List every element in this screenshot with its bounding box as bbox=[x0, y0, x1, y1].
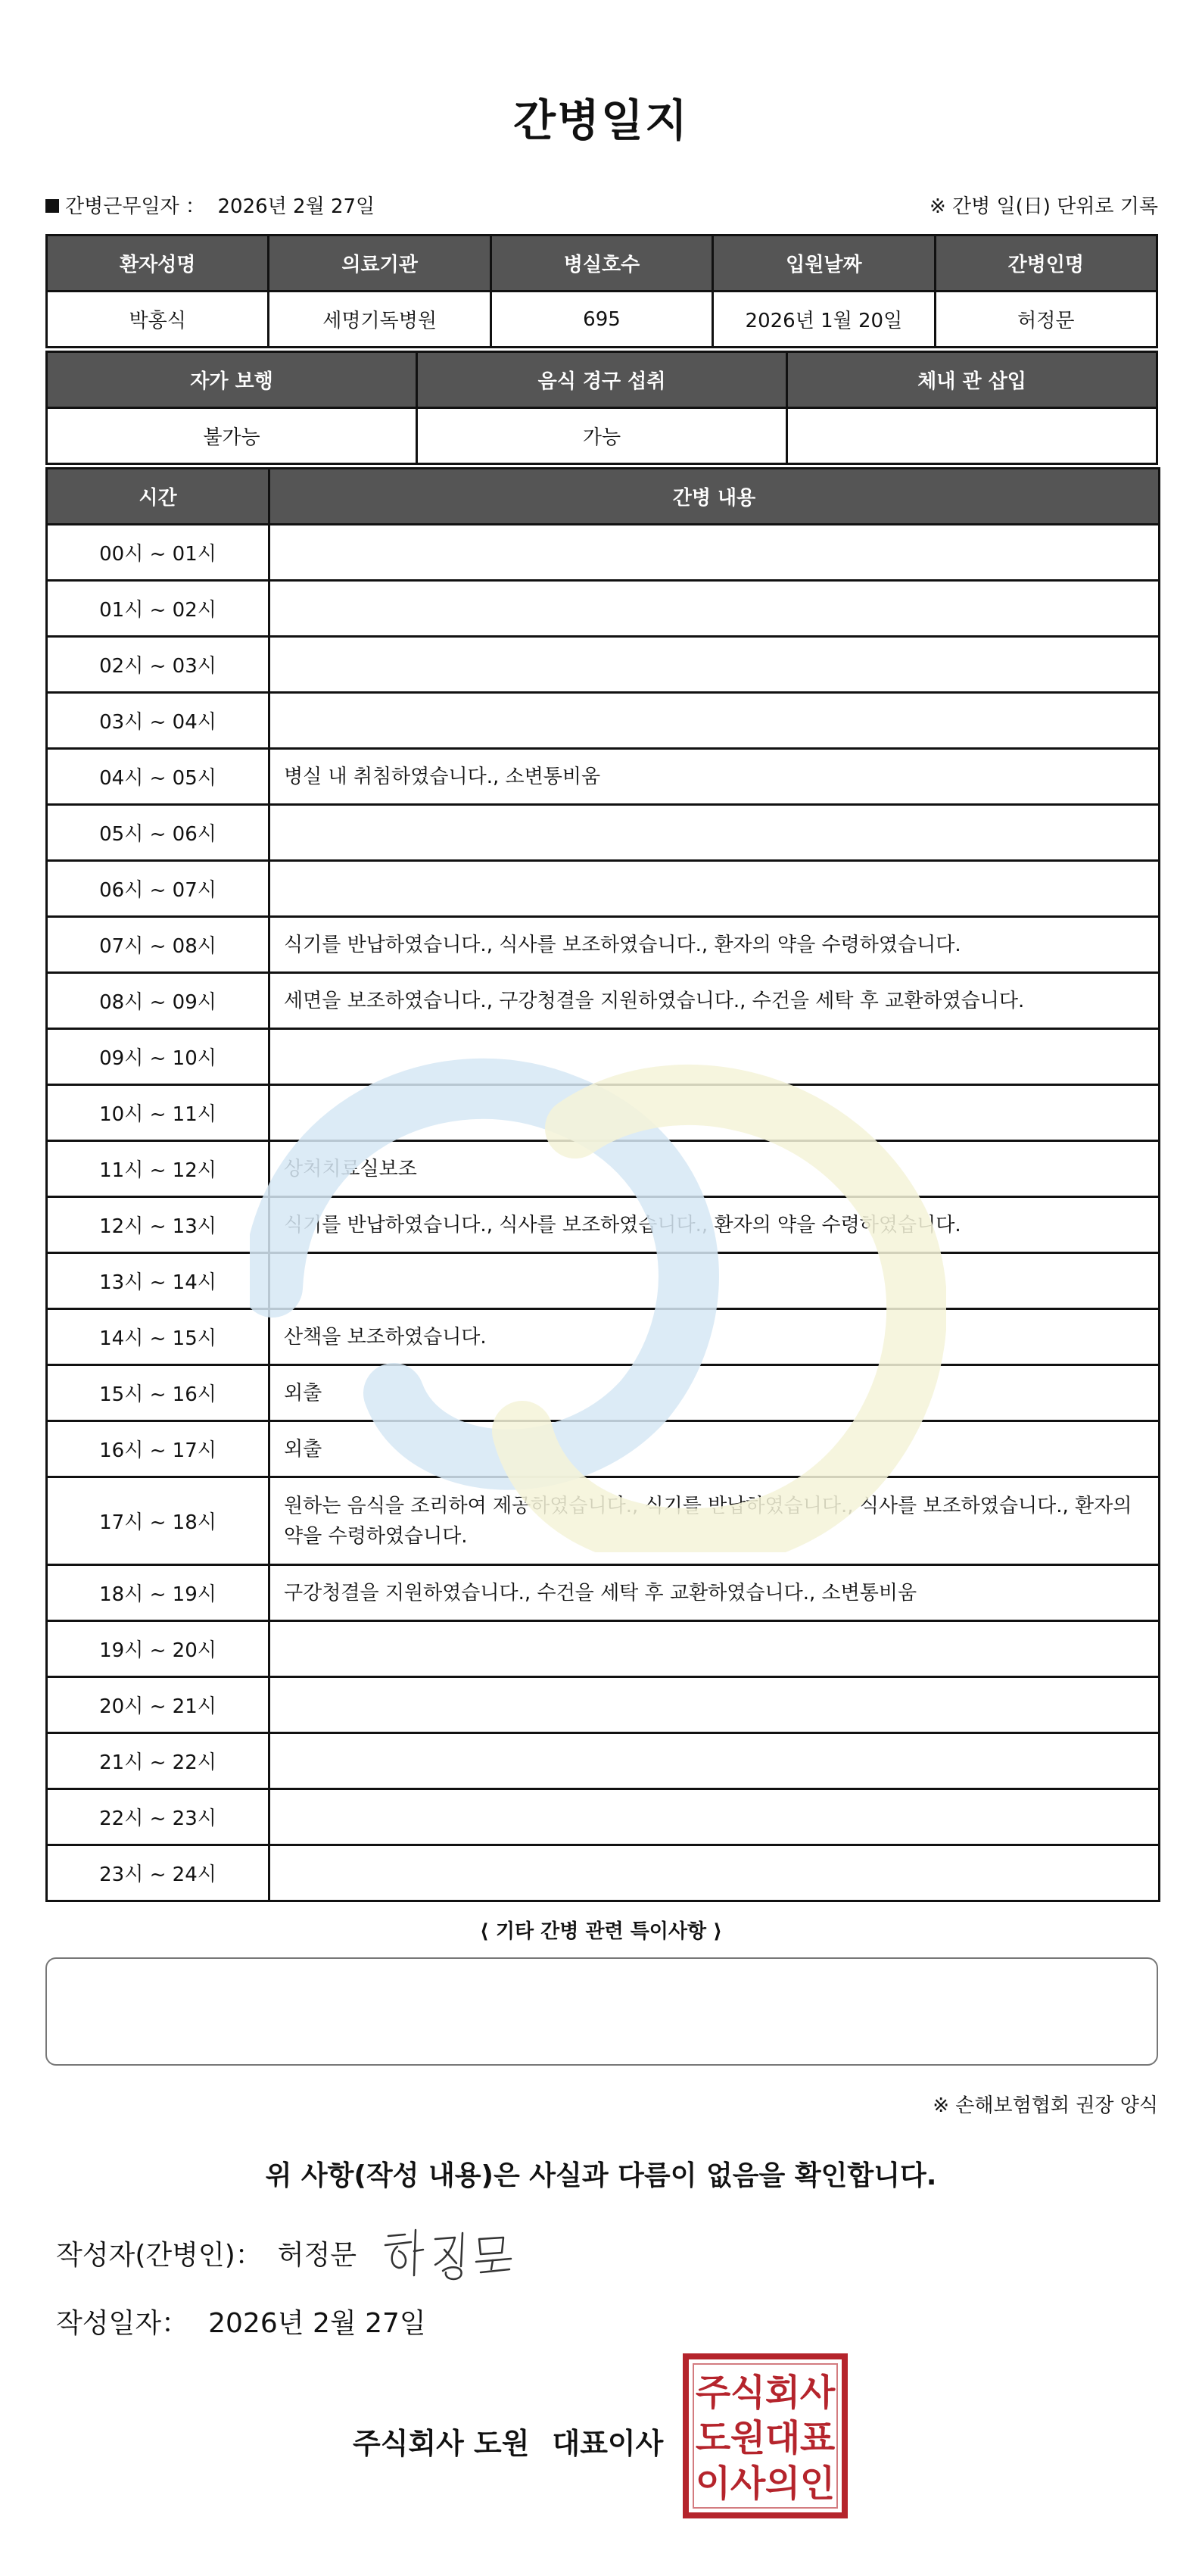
header-hospital: 의료기관 bbox=[269, 235, 490, 292]
table-row bbox=[47, 805, 1160, 861]
svg-text:도: 도 bbox=[695, 2417, 731, 2459]
care-content-cell bbox=[269, 1845, 1160, 1901]
time-slot: 20시 ~ 21시 bbox=[47, 1677, 269, 1733]
header-self-walking: 자가 보행 bbox=[47, 352, 417, 408]
care-content-cell bbox=[269, 525, 1160, 581]
care-content-cell: 식기를 반납하였습니다., 식사를 보조하였습니다., 환자의 약을 수령하였습니다. bbox=[269, 917, 1160, 973]
company-name: 주식회사 도원 bbox=[353, 2427, 530, 2460]
table-row bbox=[47, 1621, 1160, 1677]
writer-label: 작성자(간병인)： bbox=[56, 2240, 263, 2271]
time-slot: 00시 ~ 01시 bbox=[47, 525, 269, 581]
table-row bbox=[47, 1365, 1160, 1421]
care-content-cell bbox=[269, 861, 1160, 917]
work-date-line bbox=[45, 191, 375, 219]
svg-text:사: 사 bbox=[799, 2372, 836, 2414]
time-slot: 14시 ~ 15시 bbox=[47, 1309, 269, 1365]
svg-text:이: 이 bbox=[695, 2462, 731, 2505]
time-slot: 05시 ~ 06시 bbox=[47, 805, 269, 861]
time-slot: 23시 ~ 24시 bbox=[47, 1845, 269, 1901]
svg-text:원: 원 bbox=[730, 2417, 766, 2459]
table-row bbox=[47, 1789, 1160, 1845]
care-content-cell bbox=[269, 637, 1160, 693]
time-slot: 11시 ~ 12시 bbox=[47, 1141, 269, 1197]
care-content-cell: 구강청결을 지원하였습니다., 수건을 세탁 후 교환하였습니다., 소변통비움 bbox=[269, 1565, 1160, 1621]
time-slot: 18시 ~ 19시 bbox=[47, 1565, 269, 1621]
table-row bbox=[47, 973, 1160, 1029]
time-slot: 17시 ~ 18시 bbox=[47, 1477, 269, 1565]
room-number: 695 bbox=[490, 292, 712, 348]
care-content-cell bbox=[269, 1677, 1160, 1733]
written-date-value: 2026년 2월 27일 bbox=[208, 2308, 426, 2339]
table-row bbox=[47, 861, 1160, 917]
remarks-box bbox=[45, 1957, 1158, 2066]
writer-name: 허정문 bbox=[277, 2240, 357, 2271]
company-line bbox=[353, 2420, 663, 2462]
care-content-cell: 병실 내 취침하였습니다., 소변통비움 bbox=[269, 749, 1160, 805]
svg-text:식: 식 bbox=[730, 2372, 766, 2414]
page-title: 간병일지 bbox=[512, 95, 690, 146]
header-tube-insertion: 체내 관 삽입 bbox=[787, 352, 1157, 408]
care-content-cell: 식기를 반납하였습니다., 식사를 보조하였습니다., 환자의 약을 수령하였습니다. bbox=[269, 1197, 1160, 1253]
representative-title: 대표이사 bbox=[552, 2427, 664, 2460]
table-row bbox=[47, 637, 1160, 693]
time-slot: 08시 ~ 09시 bbox=[47, 973, 269, 1029]
time-slot: 12시 ~ 13시 bbox=[47, 1197, 269, 1253]
table-row bbox=[47, 581, 1160, 637]
patient-info-table bbox=[45, 234, 1158, 348]
time-slot: 09시 ~ 10시 bbox=[47, 1029, 269, 1085]
svg-text:인: 인 bbox=[799, 2462, 836, 2505]
table-row bbox=[47, 1085, 1160, 1141]
time-slot: 21시 ~ 22시 bbox=[47, 1733, 269, 1789]
care-content-cell bbox=[269, 1253, 1160, 1309]
work-date-value: 2026년 2월 27일 bbox=[217, 195, 375, 218]
table-row bbox=[47, 1253, 1160, 1309]
header-admission-date: 입원날짜 bbox=[713, 235, 935, 292]
writer-line bbox=[56, 2234, 357, 2272]
daily-record-note: ※ 간병 일(日) 단위로 기록 bbox=[929, 195, 1158, 218]
care-log-table bbox=[45, 467, 1160, 1902]
care-content-cell: 외출 bbox=[269, 1365, 1160, 1421]
care-content-cell bbox=[269, 1085, 1160, 1141]
table-row bbox=[47, 1565, 1160, 1621]
care-content-cell bbox=[269, 1789, 1160, 1845]
care-content-cell bbox=[269, 805, 1160, 861]
header-time: 시간 bbox=[47, 469, 269, 525]
table-row bbox=[47, 749, 1160, 805]
header-caregiver-name: 간병인명 bbox=[935, 235, 1157, 292]
header-care-content: 간병 내용 bbox=[269, 469, 1160, 525]
company-seal-stamp bbox=[681, 2352, 849, 2520]
care-content-cell: 세면을 보조하였습니다., 구강청결을 지원하였습니다., 수건을 세탁 후 교환하였습니다. bbox=[269, 973, 1160, 1029]
svg-text:표: 표 bbox=[799, 2417, 836, 2459]
svg-text:의: 의 bbox=[764, 2462, 801, 2505]
time-slot: 07시 ~ 08시 bbox=[47, 917, 269, 973]
care-content-cell bbox=[269, 1621, 1160, 1677]
table-row bbox=[47, 1141, 1160, 1197]
svg-text:대: 대 bbox=[764, 2417, 801, 2459]
table-row bbox=[47, 1197, 1160, 1253]
handwritten-signature bbox=[382, 2222, 518, 2283]
table-row bbox=[47, 1733, 1160, 1789]
time-slot: 06시 ~ 07시 bbox=[47, 861, 269, 917]
header-oral-intake: 음식 경구 섭취 bbox=[417, 352, 787, 408]
care-content-cell bbox=[269, 1029, 1160, 1085]
table-row bbox=[47, 1029, 1160, 1085]
time-slot: 03시 ~ 04시 bbox=[47, 693, 269, 749]
time-slot: 16시 ~ 17시 bbox=[47, 1421, 269, 1477]
work-date-label: 간병근무일자 ： bbox=[65, 195, 205, 218]
table-row bbox=[47, 1477, 1160, 1565]
care-content-cell: 원하는 음식을 조리하여 제공하였습니다., 식기를 반납하였습니다., 식사를 보조하였습니다., 환자의 약을 수령하였습니다. bbox=[269, 1477, 1160, 1565]
care-content-cell: 외출 bbox=[269, 1421, 1160, 1477]
self-walking-value: 불가능 bbox=[47, 408, 417, 464]
svg-text:사: 사 bbox=[730, 2462, 766, 2505]
hospital-name: 세명기독병원 bbox=[269, 292, 490, 348]
table-row bbox=[47, 693, 1160, 749]
table-row bbox=[47, 525, 1160, 581]
square-bullet-icon bbox=[45, 199, 59, 213]
time-slot: 04시 ~ 05시 bbox=[47, 749, 269, 805]
recommend-note: ※ 손해보험협회 권장 양식 bbox=[933, 2094, 1158, 2117]
tube-insertion-value bbox=[787, 408, 1157, 464]
patient-status-table bbox=[45, 351, 1158, 465]
admission-date: 2026년 1월 20일 bbox=[713, 292, 935, 348]
caregiver-name: 허정문 bbox=[935, 292, 1157, 348]
care-content-cell bbox=[269, 581, 1160, 637]
table-row bbox=[47, 1309, 1160, 1365]
time-slot: 15시 ~ 16시 bbox=[47, 1365, 269, 1421]
table-row bbox=[47, 917, 1160, 973]
time-slot: 01시 ~ 02시 bbox=[47, 581, 269, 637]
confirmation-statement: 위 사항(작성 내용)은 사실과 다름이 없음을 확인합니다. bbox=[265, 2160, 937, 2191]
time-slot: 22시 ~ 23시 bbox=[47, 1789, 269, 1845]
time-slot: 19시 ~ 20시 bbox=[47, 1621, 269, 1677]
time-slot: 10시 ~ 11시 bbox=[47, 1085, 269, 1141]
care-content-cell: 산책을 보조하였습니다. bbox=[269, 1309, 1160, 1365]
svg-text:회: 회 bbox=[764, 2372, 801, 2414]
header-room: 병실호수 bbox=[490, 235, 712, 292]
written-date-line bbox=[56, 2302, 426, 2341]
care-content-cell bbox=[269, 1733, 1160, 1789]
care-content-cell bbox=[269, 693, 1160, 749]
patient-name: 박홍식 bbox=[47, 292, 269, 348]
header-patient-name: 환자성명 bbox=[47, 235, 269, 292]
oral-intake-value: 가능 bbox=[417, 408, 787, 464]
table-row bbox=[47, 1845, 1160, 1901]
written-date-label: 작성일자： bbox=[56, 2308, 189, 2339]
time-slot: 02시 ~ 03시 bbox=[47, 637, 269, 693]
remarks-title: ⟨ 기타 간병 관련 특이사항 ⟩ bbox=[479, 1920, 723, 1943]
svg-text:주: 주 bbox=[695, 2372, 731, 2414]
time-slot: 13시 ~ 14시 bbox=[47, 1253, 269, 1309]
table-row bbox=[47, 1677, 1160, 1733]
table-row bbox=[47, 1421, 1160, 1477]
care-content-cell: 상처치료실보조 bbox=[269, 1141, 1160, 1197]
